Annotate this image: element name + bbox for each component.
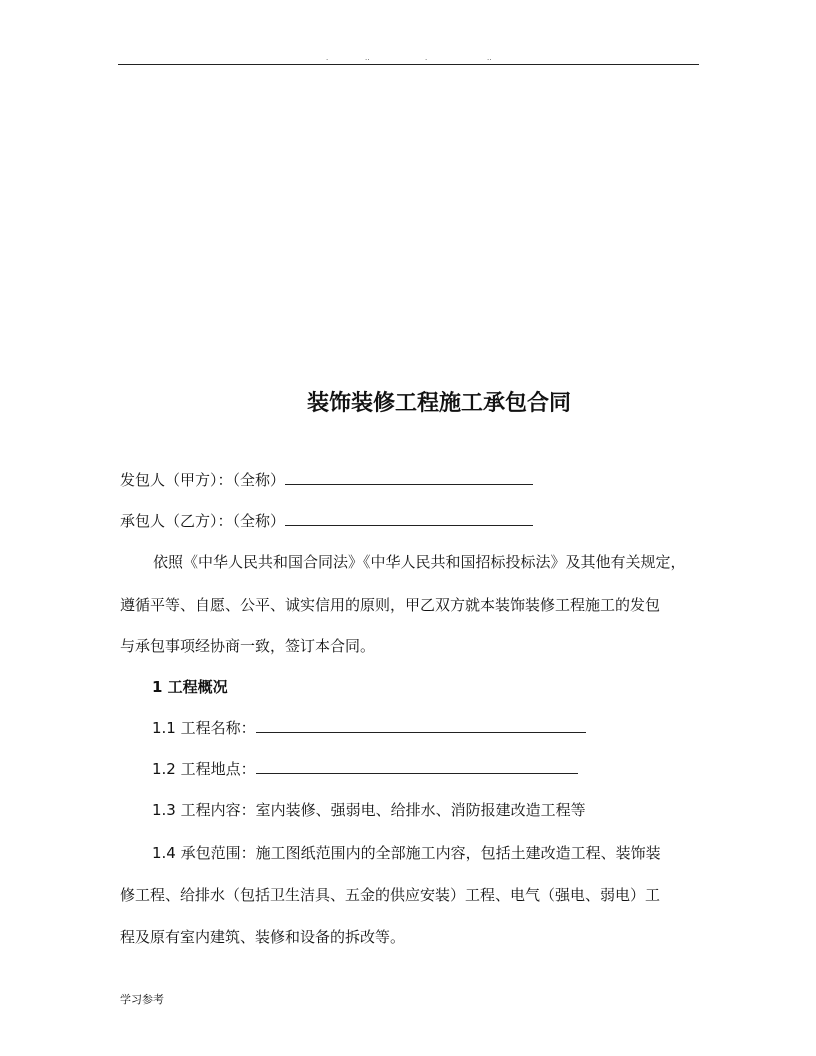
project-location-blank [256, 759, 578, 774]
preamble-line: 依照《中华人民共和国合同法》《中华人民共和国招标投标法》及其他有关规定， [153, 553, 686, 571]
contractor-name-blank [285, 511, 533, 526]
header-mark: .. [365, 54, 370, 62]
employer-label: 发包人（甲方）：（全称） [120, 471, 286, 489]
preamble-line: 与承包事项经协商一致，签订本合同。 [120, 637, 376, 655]
footer-text: 学习参考 [120, 993, 164, 1006]
item-1-4-line: 1.4 承包范围：施工图纸范围内的全部施工内容，包括土建改造工程、装饰装 [152, 844, 661, 862]
item-1-1 [152, 718, 586, 738]
header-marks [118, 54, 698, 64]
contractor-line [120, 511, 533, 531]
item-1-3: 1.3 工程内容：室内装修、强弱电、给排水、消防报建改造工程等 [152, 801, 586, 819]
item-1-1-label: 1.1 工程名称： [152, 719, 256, 737]
item-1-4-line: 修工程、给排水（包括卫生洁具、五金的供应安装）工程、电气（强电、弱电）工 [120, 886, 661, 904]
preamble-line: 遵循平等、自愿、公平、诚实信用的原则，甲乙双方就本装饰装修工程施工的发包 [120, 596, 661, 614]
item-1-2-label: 1.2 工程地点： [152, 760, 256, 778]
item-1-4-line: 程及原有室内建筑、装修和设备的拆改等。 [120, 928, 406, 946]
header-mark: . [425, 54, 428, 62]
contractor-label: 承包人（乙方）：（全称） [120, 512, 286, 530]
document-title: 装饰装修工程施工承包合同 [306, 390, 571, 416]
header-mark: .. [487, 54, 492, 62]
section-heading: 1 工程概况 [152, 678, 228, 696]
project-name-blank [256, 718, 586, 733]
header-rule [118, 64, 699, 65]
header-mark: . [326, 54, 329, 62]
employer-name-blank [285, 470, 533, 485]
employer-line [120, 470, 533, 490]
item-1-2 [152, 759, 578, 779]
